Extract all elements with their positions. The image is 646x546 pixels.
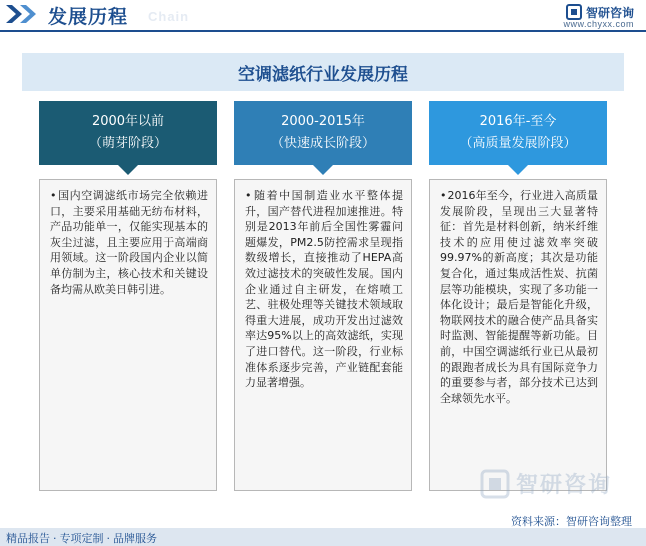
stage-column-2 <box>234 101 412 491</box>
section-title-en: Chain <box>148 9 190 24</box>
watermark <box>480 468 612 499</box>
brand-logo-icon <box>566 4 582 20</box>
source-note: 资料来源：智研咨询整理 <box>511 515 632 528</box>
footer-link-reports[interactable]: 精品报告 <box>6 532 50 545</box>
stage-phase: （高质量发展阶段） <box>459 136 577 151</box>
stage-description <box>234 179 412 491</box>
stage-header <box>39 101 217 165</box>
banner-title: 空调滤纸行业发展历程 <box>238 64 408 85</box>
page-footer <box>0 528 646 546</box>
page-header <box>0 0 646 44</box>
stage-header <box>234 101 412 165</box>
stage-column-1 <box>39 101 217 491</box>
stage-phase: （快速成长阶段） <box>270 136 375 151</box>
footer-separator: · <box>53 532 57 545</box>
stage-period: 2016年-至今 <box>479 114 557 129</box>
stage-column-3 <box>429 101 607 491</box>
watermark-logo-icon <box>480 469 510 499</box>
double-arrow-icon <box>6 5 42 23</box>
brand-url[interactable]: www.chyxx.com <box>563 19 634 29</box>
stage-text: 2016年至今，行业进入高质量发展阶段，呈现出三大显著特征：首先是材料创新，纳米纤维技术的应用使过滤效率突破99.97%的新高度；其次是功能复合化，通过集成活性炭、抗菌层等功能模块，实现了多功能一体化设计；最后是智能化升级，物联网技术的融合使产品具备实时监测、智能提醒等新功能。目前，中国空调滤纸行业已从最初的跟跑者成长为具有国际竞争力的重要参与者，部分技术已达到全球领先水平。 <box>440 189 598 405</box>
footer-separator: · <box>106 532 110 545</box>
footer-links <box>6 530 157 546</box>
bullet-icon: • <box>440 189 447 202</box>
stage-description <box>39 179 217 491</box>
brand-name: 智研咨询 <box>585 5 634 20</box>
stage-text: 国内空调滤纸市场完全依赖进口，主要采用基础无纺布材料，产品功能单一，仅能实现基本的灰尘过滤，且主要应用于高端商用领域。这一阶段国内企业以简单仿制为主，核心技术和关键设备均需从欧美日韩引进。 <box>50 189 208 296</box>
bullet-icon: • <box>245 189 252 202</box>
stage-text: 随着中国制造业水平整体提升，国产替代进程加速推进。特别是2013年前后全国性雾霾问题爆发，PM2.5防控需求呈现指数级增长，直接推动了HEPA高效过滤技术的突破性发展。国内企业通过自主研发，在熔喷工艺、驻极处理等关键技术领域取得重大进展，成功开发出过滤效率达95%以上的高效滤纸，实现了进口替代。这一阶段，行业标准体系逐步完善，产业链配套能力显著增强。 <box>245 189 403 390</box>
stage-period: 2000年以前 <box>91 114 165 129</box>
section-title: 发展历程 <box>48 6 129 28</box>
footer-link-custom[interactable]: 专项定制 <box>59 532 104 545</box>
stage-period: 2000-2015年 <box>281 114 365 129</box>
footer-link-brand[interactable]: 品牌服务 <box>113 532 157 545</box>
stage-description <box>429 179 607 491</box>
chart-banner <box>22 53 624 91</box>
header-divider <box>0 30 646 32</box>
stage-header <box>429 101 607 165</box>
content-panel <box>22 53 624 505</box>
stage-phase: （萌芽阶段） <box>88 136 167 151</box>
bullet-icon: • <box>50 189 57 202</box>
watermark-text: 智研咨询 <box>516 473 613 498</box>
